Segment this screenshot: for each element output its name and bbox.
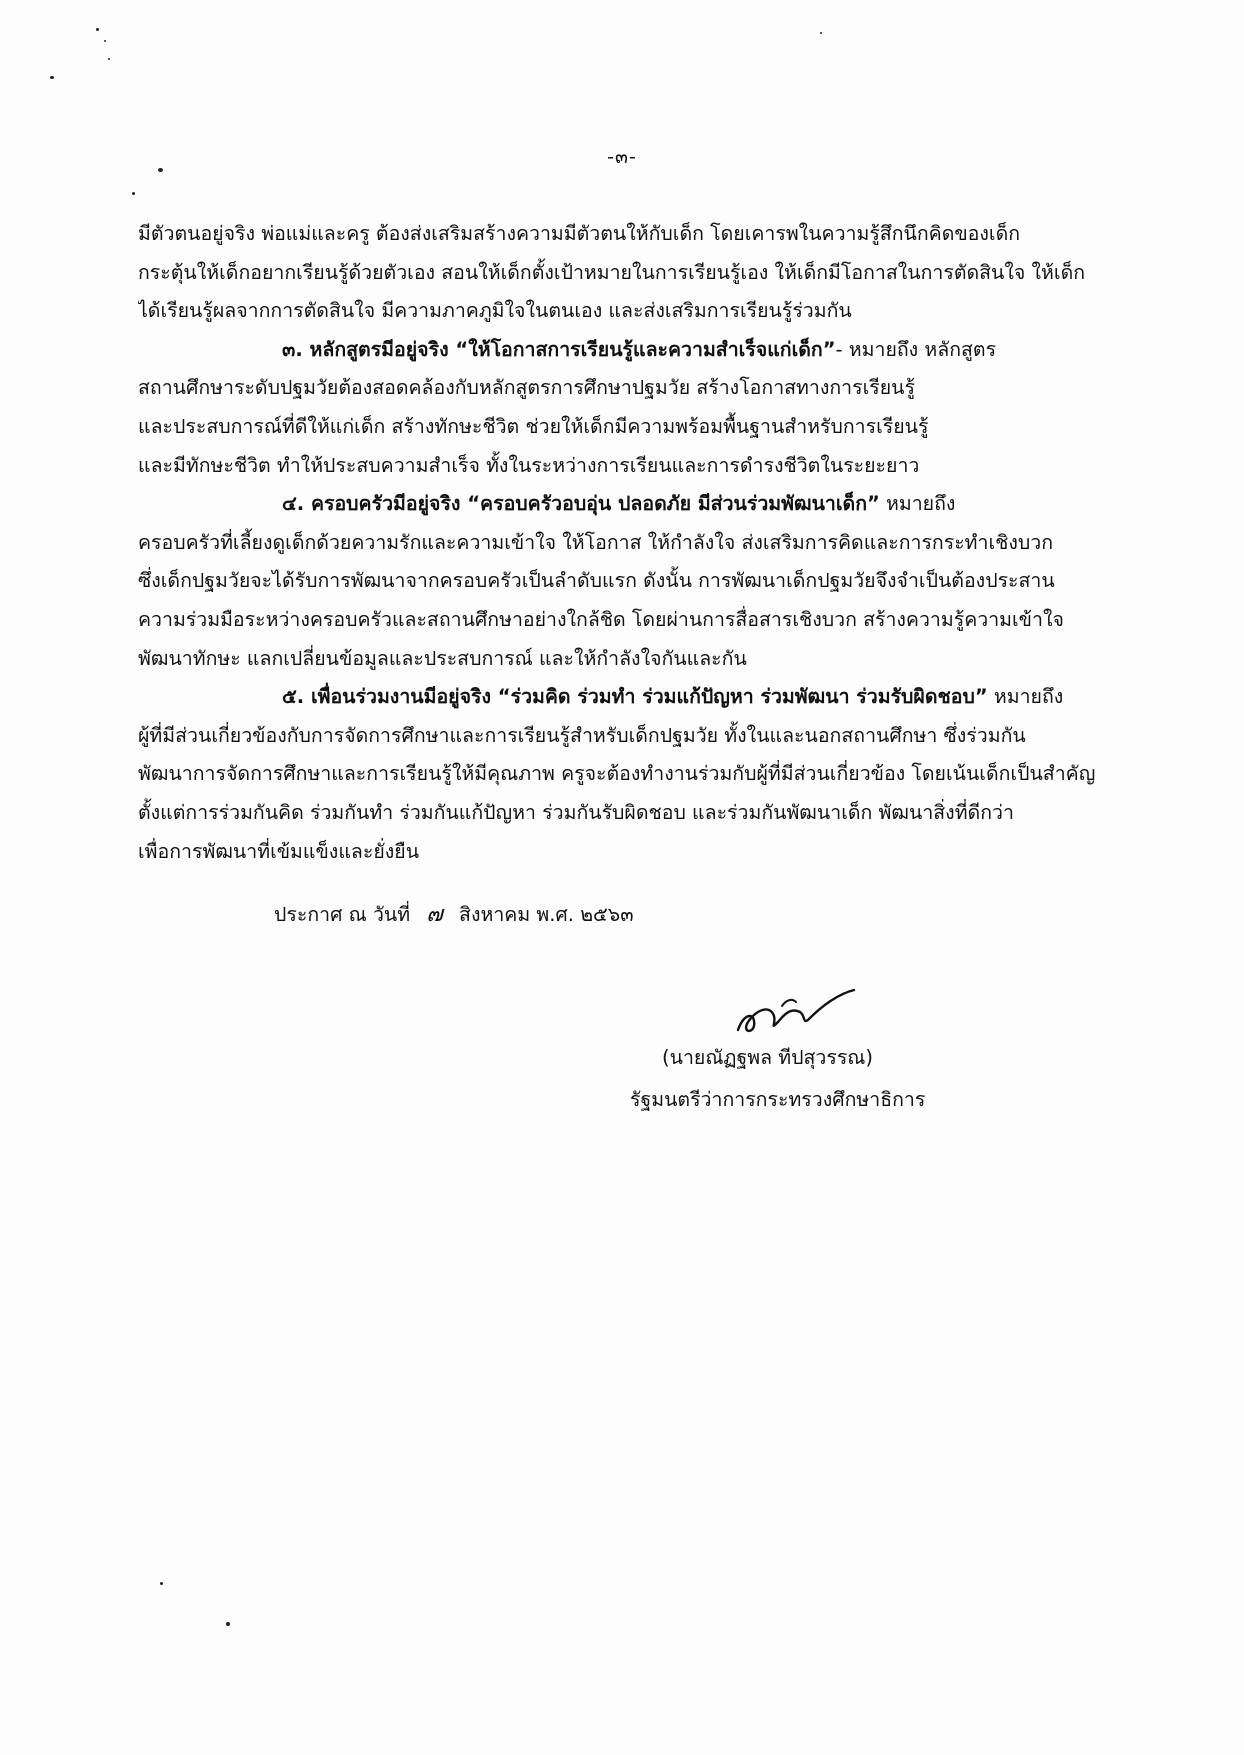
body-line: สถานศึกษาระดับปฐมวัยต้องสอดคล้องกับหลักสูตรการศึกษาปฐมวัย สร้างโอกาสทางการเรียนรู้ [138,376,915,400]
signer-name: (นายณัฏฐพล ทีปสุวรรณ) [662,1046,873,1069]
body-line: และประสบการณ์ที่ดีให้แก่เด็ก สร้างทักษะชีวิต ช่วยให้เด็กมีความพร้อมพื้นฐานสำหรับการเรียนรู้ [138,414,929,438]
item-3-rest: - หมายถึง หลักสูตร [835,337,997,361]
body-line: พัฒนาทักษะ แลกเปลี่ยนข้อมูลและประสบการณ์ และให้กำลังใจกันและกัน [138,646,747,670]
scan-speck [108,58,110,60]
item-4-heading: ๔. ครอบครัวมีอยู่จริง “ครอบครัวอบอุ่น ปลอดภัย มีส่วนร่วมพัฒนาเด็ก” [282,492,880,516]
scan-speck [132,192,135,195]
scan-speck [50,76,54,79]
body-line: และมีทักษะชีวิต ทำให้ประสบความสำเร็จ ทั้งในระหว่างการเรียนและการดำรงชีวิตในระยะยาว [138,453,920,477]
body-line: ผู้ที่มีส่วนเกี่ยวข้องกับการจัดการศึกษาและการเรียนรู้สำหรับเด็กปฐมวัย ทั้งในและนอกสถานศึกษา ซึ่งร่วมกัน [138,723,1026,747]
document-body [138,215,1124,871]
body-line: เพื่อการพัฒนาที่เข้มแข็งและยั่งยืน [138,839,420,863]
item-3-first-line [138,331,1124,370]
announcement-prefix: ประกาศ ณ วันที่ [274,903,411,926]
announcement-month-year: สิงหาคม พ.ศ. ๒๕๖๓ [459,903,634,926]
body-line: พัฒนาการจัดการศึกษาและการเรียนรู้ให้มีคุณภาพ ครูจะต้องทำงานร่วมกับผู้ที่มีส่วนเกี่ยวข้อง โดยเน้นเด็กเป็นสำคัญ [138,762,1096,786]
handwritten-signature [730,982,860,1042]
item-4-first-line [138,485,1124,524]
item-4-rest: หมายถึง [879,492,956,516]
announcement-day: ๗ [426,902,443,927]
announcement-date [274,896,634,931]
body-line: ตั้งแต่การร่วมกันคิด ร่วมกันทำ ร่วมกันแก้ปัญหา ร่วมกันรับผิดชอบ และร่วมกันพัฒนาเด็ก พัฒนาสิ่งที่ดีกว่า [138,800,1014,824]
scan-speck [226,1622,230,1626]
item-5-first-line [138,678,1124,717]
item-5-heading: ๕. เพื่อนร่วมงานมีอยู่จริง “ร่วมคิด ร่วมทำ ร่วมแก้ปัญหา ร่วมพัฒนา ร่วมรับผิดชอบ” [282,685,988,709]
body-line: มีตัวตนอยู่จริง พ่อแม่และครู ต้องส่งเสริมสร้างความมีตัวตนให้กับเด็ก โดยเคารพในความรู้สึกนึกคิดของเด็ก [138,222,1021,245]
item-3-heading: ๓. หลักสูตรมีอยู่จริง “ให้โอกาสการเรียนรู้และความสำเร็จแก่เด็ก” [282,337,836,361]
scan-speck [96,28,99,31]
signer-title: รัฐมนตรีว่าการกระทรวงศึกษาธิการ [630,1088,926,1111]
body-line: ได้เรียนรู้ผลจากการตัดสินใจ มีความภาคภูมิใจในตนเอง และส่งเสริมการเรียนรู้ร่วมกัน [138,299,852,323]
page-number: -๓- [607,146,637,168]
body-line: กระตุ้นให้เด็กอยากเรียนรู้ด้วยตัวเอง สอนให้เด็กตั้งเป้าหมายในการเรียนรู้เอง ให้เด็กมีโอกาสในการตัดสินใจ ให้เด็ก [138,260,1086,284]
scan-speck [820,32,822,34]
body-line: ซึ่งเด็กปฐมวัยจะได้รับการพัฒนาจากครอบครัวเป็นลำดับแรก ดังนั้น การพัฒนาเด็กปฐมวัยจึงจำเป็นต้องประสาน [138,569,1055,593]
scan-speck [104,40,106,42]
body-line: ครอบครัวที่เลี้ยงดูเด็กด้วยความรักและความเข้าใจ ให้โอกาส ให้กำลังใจ ส่งเสริมการคิดและการกระทำเชิงบวก [138,530,1054,554]
item-5-rest: หมายถึง [987,685,1064,709]
body-line: ความร่วมมือระหว่างครอบครัวและสถานศึกษาอย่างใกล้ชิด โดยผ่านการสื่อสารเชิงบวก สร้างความรู้ความเข้าใจ [138,607,1064,631]
scan-speck [160,1582,163,1585]
